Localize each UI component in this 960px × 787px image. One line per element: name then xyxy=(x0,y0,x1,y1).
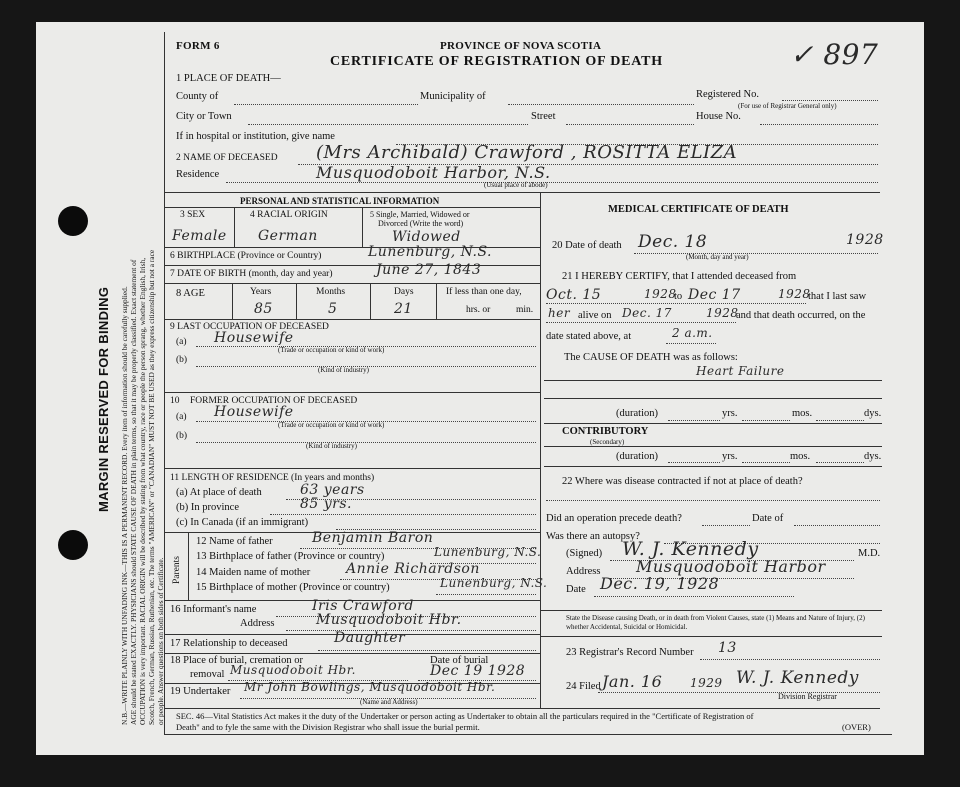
cause-label: The CAUSE OF DEATH was as follows: xyxy=(564,352,738,363)
margin-title: MARGIN RESERVED FOR BINDING xyxy=(96,286,111,512)
age-label: 8 AGE xyxy=(176,288,205,299)
age-divider-3 xyxy=(370,283,371,319)
racial-label: 4 RACIAL ORIGIN xyxy=(250,210,328,220)
row-line-2 xyxy=(164,265,540,266)
municipality-label: Municipality of xyxy=(420,91,486,102)
at-place-label: (a) At place of death xyxy=(176,487,262,498)
md-label: M.D. xyxy=(858,548,881,559)
dob-label: 7 DATE OF BIRTH (month, day and year) xyxy=(170,269,333,279)
months-value: 5 xyxy=(328,301,338,317)
margin-note-1: N.B.—WRITE PLAINLY WITH UNFADING INK—THIS IS A PERMANENT RECORD. Every item of information should be carefully supplied. xyxy=(120,286,129,725)
informant-address-label: Address xyxy=(240,618,275,629)
last-saw-label: that I last saw xyxy=(808,291,867,302)
medical-header: MEDICAL CERTIFICATE OF DEATH xyxy=(608,204,789,215)
last-occupation-label: 9 LAST OCCUPATION OF DECEASED xyxy=(170,322,329,332)
county-label: County of xyxy=(176,91,219,102)
former-num: 10 xyxy=(170,396,180,406)
house-line xyxy=(760,124,878,125)
contrib-mos-line xyxy=(742,462,790,463)
date-of-label: Date of xyxy=(752,513,784,524)
years-value: 85 xyxy=(254,301,273,317)
margin-note-2: AGE should be stated EXACTLY. PHYSICIANS should STATE CAUSE OF DEATH in plain terms, so that it may be properly classified. Exact statement of xyxy=(129,259,138,725)
cause-mos-label: mos. xyxy=(792,408,813,419)
birthplace-value: Lunenburg, N.S. xyxy=(368,244,493,260)
contrib-mos-label: mos. xyxy=(790,451,811,462)
personal-header-line xyxy=(164,207,540,208)
burial-label-1: 18 Place of burial, cremation or xyxy=(170,655,303,666)
margin-note-3: OCCUPATION is very important. RACIAL ORIGIN will be described by stating from what country, race or people the person sprang, whether English, Irish, xyxy=(138,257,147,725)
sec46-line-1: SEC. 46—Vital Statistics Act makes it the duty of the Undertaker or person acting as Undertaker to obtain all the particulars required in the "Certificate of Registration of xyxy=(176,711,754,721)
undertaker-value: Mr John Bowlings, Musquodoboit Hbr. xyxy=(244,680,496,694)
cause-line-2 xyxy=(544,398,882,399)
signed-address-label: Address xyxy=(566,566,601,577)
months-label: Months xyxy=(316,287,346,297)
father-birthplace-label: 13 Birthplace of father (Province or country) xyxy=(196,551,385,562)
marital-label-1: 5 Single, Married, Widowed or xyxy=(370,210,470,219)
city-line xyxy=(248,124,528,125)
date-death-note: (Month, day and year) xyxy=(686,253,749,261)
form-number: FORM 6 xyxy=(176,40,220,52)
residence-line xyxy=(226,182,878,183)
margin-note-4: Scotch, French, German, Russian, Ruthenian, etc. The terms "AMERICAN" or "CANADIAN" MUST NOT BE USED as they express citizenship but not a race xyxy=(147,249,156,725)
residence-value: Musquodoboit Harbor, N.S. xyxy=(316,163,551,182)
marital-label-2: Divorced (Write the word) xyxy=(378,219,464,228)
cause-dys-label: dys. xyxy=(864,408,882,419)
informant-address-line xyxy=(286,630,536,631)
alive-value: Dec. 17 xyxy=(622,306,672,320)
signed-date-label: Date xyxy=(566,584,586,595)
form-bottom-border xyxy=(164,734,892,735)
registration-mark: ✓ 897 xyxy=(790,38,879,71)
at-place-value: 63 years xyxy=(300,482,365,498)
row-line-6 xyxy=(164,468,540,469)
secondary-note: (Secondary) xyxy=(590,438,625,446)
from-year: 1928 xyxy=(644,287,677,301)
contrib-duration-label: (duration) xyxy=(616,451,658,462)
alive-year: 1928 xyxy=(706,306,739,320)
burial-value: Musquodoboit Hbr. xyxy=(230,663,356,677)
signed-value: W. J. Kennedy xyxy=(622,538,759,560)
signed-date-value: Dec. 19, 1928 xyxy=(600,574,720,593)
in-province-line xyxy=(270,514,536,515)
duration-dys-line xyxy=(816,420,864,421)
street-label: Street xyxy=(531,111,556,122)
section-top-line xyxy=(164,192,880,193)
signed-label: (Signed) xyxy=(566,548,603,559)
lessday-label: If less than one day, xyxy=(446,287,522,297)
filed-line xyxy=(598,692,880,693)
contributory-label: CONTRIBUTORY xyxy=(562,426,649,437)
to-value: Dec 17 xyxy=(688,287,741,303)
in-province-value: 85 yrs. xyxy=(300,496,353,512)
relationship-label: 17 Relationship to deceased xyxy=(170,638,288,649)
reg-record-value: 13 xyxy=(718,640,737,656)
parents-label: Parents xyxy=(172,556,182,584)
row-line-4 xyxy=(164,319,540,320)
contrib-line-1 xyxy=(544,446,882,447)
row-line-5 xyxy=(164,392,540,393)
hospital-label: If in hospital or institution, give name xyxy=(176,131,335,142)
years-label: Years xyxy=(250,287,272,297)
street-line xyxy=(566,124,694,125)
cause-line-3 xyxy=(544,423,882,424)
date-death-year: 1928 xyxy=(846,232,884,248)
undertaker-note: (Name and Address) xyxy=(360,698,418,706)
violent-note: State the Disease causing Death, or in death from Violent Causes, state (1) Means and Nature of Injury, (2) whether Accidental, Suicidal or Homicidal. xyxy=(566,614,865,631)
province-title: PROVINCE OF NOVA SCOTIA xyxy=(440,40,602,52)
duration-yrs-line xyxy=(668,420,720,421)
former-trade-note: (Trade or occupation or kind of work) xyxy=(278,421,385,429)
min-label: min. xyxy=(516,305,534,315)
residence-note: (Usual place of abode) xyxy=(484,181,548,189)
certify-label: 21 I HEREBY CERTIFY, that I attended deceased from xyxy=(562,271,797,282)
mother-birthplace-line xyxy=(436,594,536,595)
registered-no-label: Registered No. xyxy=(696,89,759,100)
burial-label-2: removal xyxy=(190,669,225,680)
over-label: (OVER) xyxy=(842,722,871,732)
residence-label: Residence xyxy=(176,169,220,180)
cause-value: Heart Failure xyxy=(696,364,785,378)
days-value: 21 xyxy=(394,301,413,317)
undertaker-label: 19 Undertaker xyxy=(170,686,231,697)
municipality-line xyxy=(508,104,694,105)
form-left-border xyxy=(164,32,165,734)
parents-divider xyxy=(188,532,189,600)
contrib-line-2 xyxy=(544,466,882,467)
former-b-label: (b) xyxy=(176,431,188,441)
sex-label: 3 SEX xyxy=(180,210,206,220)
autopsy-label: Was there an autopsy? xyxy=(546,531,640,542)
deceased-name-value: (Mrs Archibald) Crawford , ROSITTA ELIZA xyxy=(316,142,738,163)
date-of-line xyxy=(794,525,880,526)
contrib-dys-label: dys. xyxy=(864,451,882,462)
margin-note-5: or people. Answer questions on both sides of Certificate. xyxy=(156,557,165,725)
last-occ-b-label: (b) xyxy=(176,355,188,365)
contracted-label: 22 Where was disease contracted if not at place of death? xyxy=(562,476,803,487)
registrar-note: (For use of Registrar General only) xyxy=(738,102,837,110)
signed-address-value: Musquodoboit Harbor xyxy=(636,557,826,576)
last-occ-value: Housewife xyxy=(214,330,294,346)
former-occ-value: Housewife xyxy=(214,404,294,420)
contrib-yrs-label: yrs. xyxy=(722,451,738,462)
house-label: House No. xyxy=(696,111,741,122)
sec46-line-2: Death" and to fyle the same with the Division Registrar who shall issue the burial permit. xyxy=(176,722,480,732)
personal-header: PERSONAL AND STATISTICAL INFORMATION xyxy=(240,196,440,206)
alive-label: alive on xyxy=(578,310,612,321)
former-industry-line xyxy=(196,442,536,443)
relationship-line xyxy=(318,650,536,651)
informant-address-value: Musquodoboit Hbr. xyxy=(316,612,462,628)
column-divider xyxy=(540,192,541,708)
certificate-title: CERTIFICATE OF REGISTRATION OF DEATH xyxy=(330,54,663,69)
filed-value: Jan. 16 xyxy=(602,672,663,691)
date-stated-label: date stated above, at xyxy=(546,331,632,342)
registered-line xyxy=(782,100,878,101)
time-value: 2 a.m. xyxy=(672,326,713,340)
father-birthplace-value: Lunenburg, N.S. xyxy=(434,545,542,559)
hrs-label: hrs. or xyxy=(466,305,491,315)
burial-date-value: Dec 19 1928 xyxy=(430,663,526,679)
informant-value: Iris Crawford xyxy=(312,598,414,614)
binding-hole-top xyxy=(58,206,88,236)
last-occ-industry-note: (Kind of industry) xyxy=(318,366,369,374)
division-registrar: Division Registrar xyxy=(778,692,837,701)
former-industry-note: (Kind of industry) xyxy=(306,442,357,450)
duration-mos-line xyxy=(742,420,790,421)
operation-label: Did an operation precede death? xyxy=(546,513,682,524)
date-death-md: Dec. 18 xyxy=(638,232,708,252)
last-occ-a-label: (a) xyxy=(176,337,187,347)
filed-year: 1929 xyxy=(690,676,723,690)
filed-label: 24 Filed xyxy=(566,681,601,692)
cause-yrs-label: yrs. xyxy=(722,408,738,419)
date-death-line xyxy=(634,253,878,254)
reg-record-label: 23 Registrar's Record Number xyxy=(566,647,694,658)
cause-line-1 xyxy=(544,380,882,381)
sex-divider xyxy=(234,207,235,247)
father-label: 12 Name of father xyxy=(196,536,273,547)
days-label: Days xyxy=(394,287,414,297)
contracted-line xyxy=(546,500,880,501)
informant-label: 16 Informant's name xyxy=(170,604,257,615)
former-occupation-label: FORMER OCCUPATION OF DECEASED xyxy=(190,396,358,406)
reg-record-line xyxy=(700,659,880,660)
death-occurred-label: and that death occurred, on the xyxy=(736,310,866,321)
cause-duration-label: (duration) xyxy=(616,408,658,419)
from-to-line xyxy=(546,303,806,304)
relationship-value: Daughter xyxy=(334,630,406,646)
burial-date-label: Date of burial xyxy=(430,655,489,666)
father-value: Benjamin Baron xyxy=(312,530,434,546)
time-line xyxy=(666,343,716,344)
violent-bottom-line xyxy=(540,636,882,637)
operation-line xyxy=(702,525,750,526)
alive-line xyxy=(546,322,736,323)
in-canada-label: (c) In Canada (if an immigrant) xyxy=(176,517,309,528)
racial-value: German xyxy=(258,228,318,244)
in-province-label: (b) In province xyxy=(176,502,239,513)
residence-length-label: 11 LENGTH OF RESIDENCE (In years and months) xyxy=(170,473,375,483)
to-year: 1928 xyxy=(778,287,811,301)
row-line-bottom xyxy=(164,708,880,709)
binding-hole-bottom xyxy=(58,530,88,560)
contrib-yrs-line xyxy=(668,462,720,463)
deceased-name-label: 2 NAME OF DECEASED xyxy=(176,153,278,163)
marital-value: Widowed xyxy=(392,229,461,245)
date-death-label: 20 Date of death xyxy=(552,240,622,251)
registrar-signature: W. J. Kennedy xyxy=(736,668,859,688)
mother-label: 14 Maiden name of mother xyxy=(196,567,311,578)
signed-date-line xyxy=(594,596,794,597)
county-line xyxy=(234,104,418,105)
dob-value: June 27, 1843 xyxy=(376,262,482,278)
sex-value: Female xyxy=(172,228,227,244)
age-divider-1 xyxy=(232,283,233,319)
age-divider-4 xyxy=(436,283,437,319)
racial-divider xyxy=(362,207,363,247)
age-divider-2 xyxy=(296,283,297,319)
last-occ-trade-note: (Trade or occupation or kind of work) xyxy=(278,346,385,354)
row-line-3 xyxy=(164,283,540,284)
mother-birthplace-label: 15 Birthplace of mother (Province or country) xyxy=(196,582,390,593)
mother-value: Annie Richardson xyxy=(346,561,480,577)
mother-birthplace-value: Lunenburg, N.S. xyxy=(440,576,548,590)
row-line-10 xyxy=(164,653,540,654)
birthplace-label: 6 BIRTHPLACE (Province or Country) xyxy=(170,251,322,261)
city-label: City or Town xyxy=(176,111,232,122)
place-of-death-heading: 1 PLACE OF DEATH— xyxy=(176,73,281,84)
violent-top-line xyxy=(540,610,882,611)
from-value: Oct. 15 xyxy=(546,287,602,303)
contrib-dys-line xyxy=(816,462,864,463)
her-value: her xyxy=(548,306,571,320)
to-label: to xyxy=(674,291,683,302)
former-a-label: (a) xyxy=(176,412,187,422)
